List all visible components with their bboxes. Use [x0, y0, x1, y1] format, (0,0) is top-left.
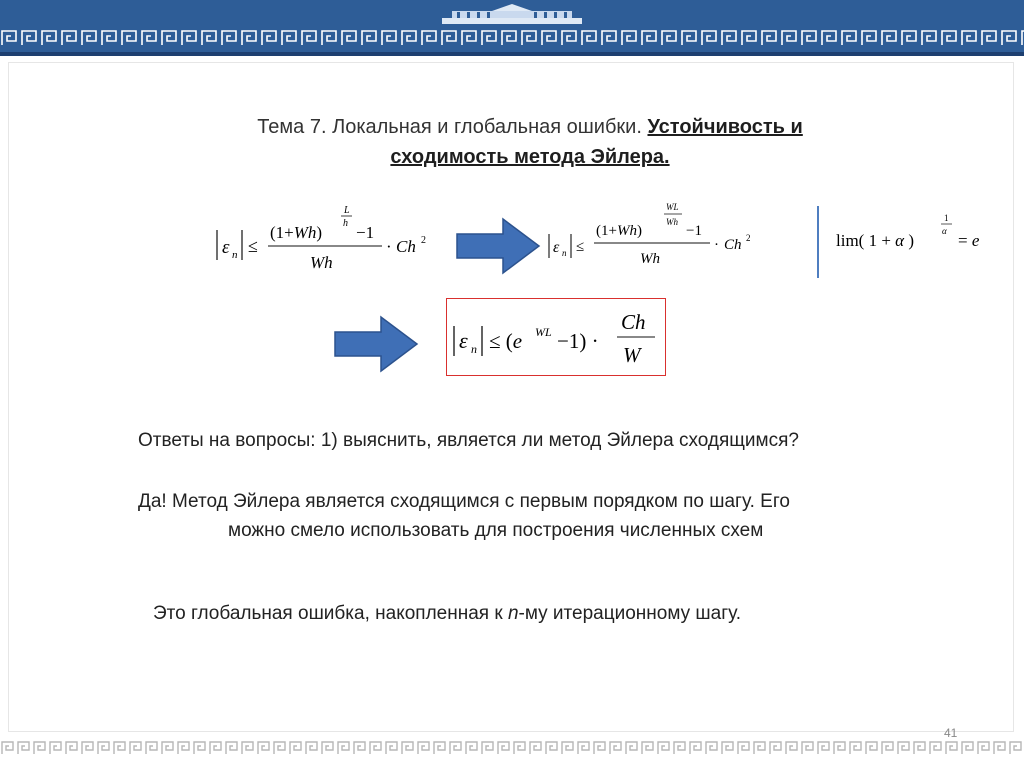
arrow-right-icon-1: [455, 217, 541, 275]
formula-global-error: [449, 300, 663, 372]
header-stripe: [0, 52, 1024, 56]
svg-text:−1: −1: [686, 223, 702, 239]
svg-text:Wh: Wh: [666, 217, 678, 227]
divider-line: [817, 206, 819, 278]
svg-text:2: 2: [421, 235, 426, 246]
svg-text:Wh: Wh: [310, 253, 333, 272]
building-logo-icon: [432, 2, 592, 26]
svg-text:−1: −1: [356, 223, 375, 242]
svg-text:n: n: [471, 342, 477, 356]
svg-text:≤: ≤: [248, 236, 258, 256]
formula-error-bound-1: [214, 200, 444, 280]
slide-title: [180, 112, 880, 172]
svg-text:ε: ε: [553, 239, 560, 256]
svg-text:·: ·: [386, 237, 392, 256]
svg-text:Ch: Ch: [621, 310, 646, 334]
page-number: 41: [944, 726, 958, 740]
svg-text:α: α: [942, 226, 947, 236]
global-error-text-before: Это глобальная ошибка, накопленная к: [153, 603, 508, 624]
svg-text:2: 2: [746, 233, 751, 243]
svg-text:1: 1: [944, 213, 949, 223]
svg-text:n: n: [562, 248, 567, 258]
svg-text:= e: = e: [958, 231, 980, 250]
global-error-text-after: -му итерационному шагу.: [518, 603, 742, 624]
svg-text:·: ·: [714, 237, 719, 253]
svg-text:Wh: Wh: [640, 251, 660, 267]
title-underlined-part1: Устойчивость и: [647, 116, 803, 138]
svg-text:≤ (e: ≤ (e: [489, 329, 523, 353]
svg-text:h: h: [343, 218, 348, 229]
svg-text:Ch: Ch: [724, 237, 742, 253]
answer-line-2: можно смело использовать для построения численных схем: [228, 520, 764, 541]
question-text: Ответы на вопросы: 1) выяснить, является ли метод Эйлера сходящимся?: [138, 430, 799, 451]
greek-key-footer-pattern: [0, 740, 1024, 756]
global-error-text-italic: n: [507, 603, 519, 624]
svg-text:ε: ε: [459, 328, 468, 353]
formula-limit-e: [834, 208, 1004, 258]
svg-text:WL: WL: [666, 202, 679, 212]
greek-key-header-pattern: [0, 28, 1024, 48]
svg-text:W: W: [623, 343, 641, 367]
svg-text:L: L: [344, 205, 350, 216]
svg-text:≤: ≤: [576, 239, 585, 255]
answer-line-1: Да! Метод Эйлера является сходящимся с первым порядком по шагу. Его: [138, 491, 790, 512]
global-error-text: [153, 600, 741, 628]
formula-error-bound-2: [546, 198, 776, 278]
svg-text:Ch: Ch: [396, 237, 416, 256]
svg-text:(1+Wh): (1+Wh): [596, 223, 642, 239]
svg-text:(1+Wh): (1+Wh): [270, 223, 323, 242]
svg-text:lim( 1 + α ): lim( 1 + α ): [836, 231, 915, 250]
svg-text:n: n: [232, 249, 238, 261]
arrow-right-icon-2: [333, 315, 419, 373]
title-underlined-part2: сходимость метода Эйлера.: [390, 146, 670, 168]
svg-text:WL: WL: [535, 325, 552, 339]
title-prefix: Тема 7. Локальная и глобальная ошибки.: [257, 116, 648, 138]
svg-text:ε: ε: [222, 237, 230, 258]
svg-text:−1) ·: −1) ·: [557, 329, 599, 353]
